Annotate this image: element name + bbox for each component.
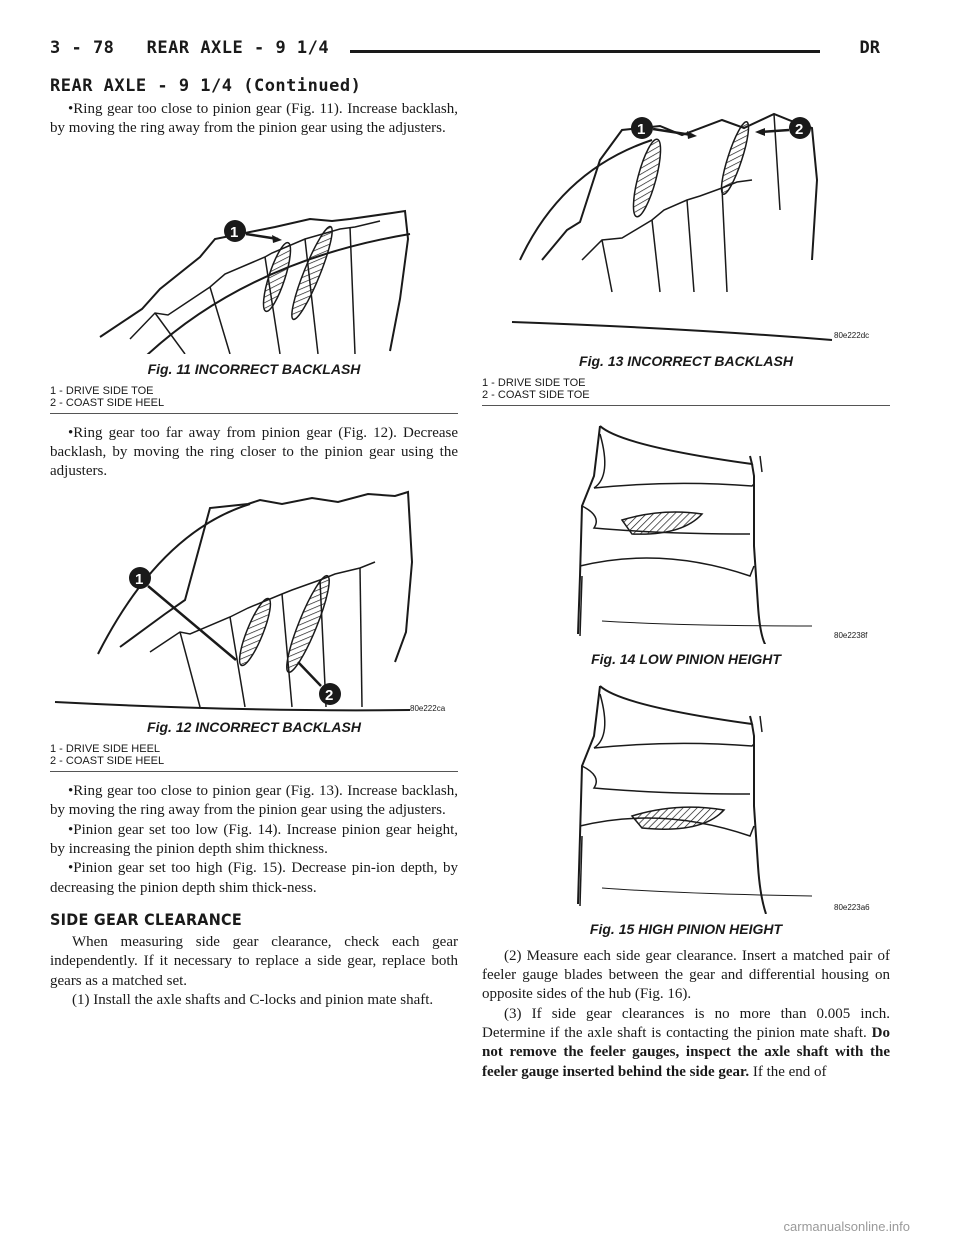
legend-item-1: 1 - DRIVE SIDE HEEL — [50, 743, 161, 756]
figure-code: 80e2238f — [834, 631, 868, 641]
bullet-paragraph: •Pinion gear set too high (Fig. 15). Decrease pin-ion depth, by decreasing the pinion depth shim thick-ness. — [50, 860, 458, 896]
left-column — [50, 100, 458, 1010]
step-paragraph: (3) If side gear clearances is no more than 0.005 inch. Determine if the axle shaft is contacting the pinion mate shaft. Do not remove the feeler gauges, inspect the axle shaft with the feeler gauge inserted behind the side gear. If the end of — [482, 1005, 890, 1080]
callout-1: 1 — [135, 570, 144, 588]
legend-item-2: 2 - COAST SIDE TOE — [482, 389, 590, 402]
gear-backlash-diagram — [50, 139, 458, 354]
figure-legend — [50, 385, 458, 414]
figure-14 — [482, 416, 890, 669]
legend-item-2: 2 - COAST SIDE HEEL — [50, 396, 165, 409]
paragraph: When measuring side gear clearance, check each gear independently. If it necessary to replace a side gear, replace both gears as a matched set. — [50, 934, 458, 989]
right-column — [482, 100, 890, 1082]
bullet-paragraph: •Ring gear too close to pinion gear (Fig. 13). Increase backlash, by moving the ring away from the pinion gear using the adjusters. — [50, 783, 458, 819]
section-heading: SIDE GEAR CLEARANCE — [50, 909, 242, 929]
figure-caption: Fig. 12 INCORRECT BACKLASH — [147, 718, 361, 735]
callout-2: 2 — [795, 121, 804, 138]
page-reference: 3 - 78 — [50, 38, 115, 58]
bullet-paragraph: •Ring gear too far away from pinion gear (Fig. 12). Decrease backlash, by moving the ring closer to the pinion gear using the adjusters. — [50, 424, 458, 480]
page-header — [50, 38, 880, 72]
figure-code: 80e222dc — [834, 331, 870, 340]
step-paragraph: (1) Install the axle shafts and C-locks and pinion mate shaft. — [72, 992, 434, 1009]
step-paragraph: (2) Measure each side gear clearance. Insert a matched pair of feeler gauge blades between the gear and differential housing on opposite sides of the hub (Fig. 16). — [482, 947, 890, 1003]
pinion-height-diagram — [482, 676, 882, 914]
legend-item-1: 1 - DRIVE SIDE TOE — [482, 377, 586, 390]
callout-1: 1 — [230, 223, 239, 241]
figure-13 — [482, 100, 890, 406]
pinion-height-diagram — [482, 416, 882, 644]
header-code: DR — [859, 38, 880, 58]
header-rule — [350, 50, 820, 53]
figure-code: 80e223a6 — [834, 902, 870, 912]
legend-item-2: 2 - COAST SIDE HEEL — [50, 755, 165, 768]
continued-title: REAR AXLE - 9 1/4 (Continued) — [50, 76, 362, 96]
header-title — [50, 38, 329, 58]
figure-caption: Fig. 11 INCORRECT BACKLASH — [147, 360, 361, 377]
callout-2: 2 — [325, 686, 334, 704]
gear-backlash-diagram — [482, 100, 882, 348]
section-name: REAR AXLE - 9 1/4 — [146, 38, 330, 58]
figure-15 — [482, 676, 890, 939]
figure-caption: Fig. 14 LOW PINION HEIGHT — [591, 651, 781, 668]
figure-11 — [50, 139, 458, 414]
figure-legend — [482, 377, 890, 406]
bullet-paragraph: •Ring gear too close to pinion gear (Fig. 11). Increase backlash, by moving the ring away from the pinion gear using the adjusters. — [50, 101, 458, 137]
callout-1: 1 — [637, 121, 646, 138]
figure-12 — [50, 482, 458, 772]
figure-caption: Fig. 13 INCORRECT BACKLASH — [579, 353, 793, 369]
figure-legend — [50, 743, 458, 772]
figure-caption: Fig. 15 HIGH PINION HEIGHT — [589, 920, 783, 937]
bullet-paragraph: •Pinion gear set too low (Fig. 14). Increase pinion gear height, by increasing the pinion depth shim thickness. — [50, 821, 458, 857]
watermark: carmanualsonline.info — [783, 1219, 910, 1234]
legend-item-1: 1 - DRIVE SIDE TOE — [50, 384, 154, 397]
figure-code: 80e222ca — [410, 703, 446, 712]
gear-backlash-diagram — [50, 482, 458, 712]
